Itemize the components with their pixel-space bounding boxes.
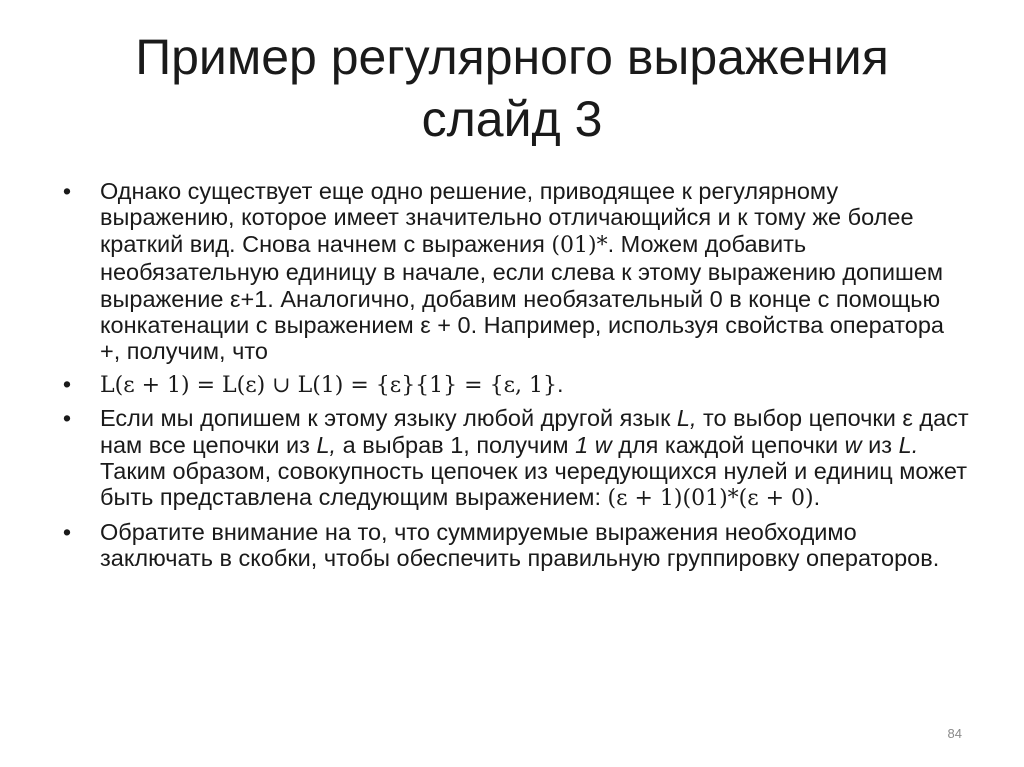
bullet-text-cont: Таким образом, совокупность цепочек из чередующихся нулей и единиц может быть представлена следующим выражением: — [100, 458, 967, 511]
italic-term: L. — [898, 431, 919, 458]
bullet-item-3 — [60, 405, 970, 513]
slide-number: 84 — [947, 726, 962, 741]
math-expression: L(ε + 1) = L(ε) ∪ L(1) = {ε}{1} = {ε, 1} — [100, 372, 557, 398]
italic-term: 1 w — [575, 431, 612, 458]
bullet-text: Однако существует еще одно решение, приводящее к регулярному выражению, которое имеет значительно отличающийся и к тому же более краткий вид. Снова начнем с выражения — [100, 178, 914, 257]
bullet-text-cont: . — [813, 484, 821, 511]
bullet-marker: • — [62, 370, 72, 397]
bullet-text: Если мы допишем к этому языку любой другой язык — [100, 405, 677, 432]
bullet-item-4 — [60, 519, 970, 572]
slide-title — [60, 26, 964, 150]
bullet-text-cont: . Можем добавить необязательную единицу в начале, если слева к этому выражению допишем выражение ε+1. Аналогично, добавим необязательный 0 в конце с помощью конкатенации с выражением ε + 0. Например, используя свойства оператора +, получим, что — [100, 230, 945, 365]
bullet-text-cont: то выбор цепочки ε даст нам все цепочки из — [100, 405, 969, 458]
italic-term: L, — [316, 431, 337, 458]
slide-title-line-1: Пример регулярного выражения — [135, 29, 889, 85]
bullet-list — [60, 178, 970, 578]
bullet-text-cont: а выбрав 1, получим — [336, 431, 576, 458]
math-expression: (ε + 1)(01)*(ε + 0) — [607, 486, 814, 512]
bullet-marker: • — [62, 405, 72, 432]
slide-title-line-2: слайд 3 — [421, 91, 603, 147]
bullet-item-1 — [60, 178, 970, 365]
italic-term: L, — [676, 405, 697, 432]
bullet-item-2 — [60, 371, 970, 399]
bullet-text: Обратите внимание на то, что суммируемые выражения необходимо заключать в скобки, чтобы обеспечить правильную группировку операторов. — [100, 518, 940, 572]
bullet-text-cont: . — [556, 370, 564, 397]
bullet-marker: • — [62, 518, 72, 545]
bullet-marker: • — [62, 178, 72, 204]
italic-term: w — [844, 431, 862, 458]
bullet-text-cont: для каждой цепочки — [611, 431, 845, 458]
math-expression: (01)* — [551, 232, 608, 258]
bullet-text-cont: из — [861, 431, 899, 458]
